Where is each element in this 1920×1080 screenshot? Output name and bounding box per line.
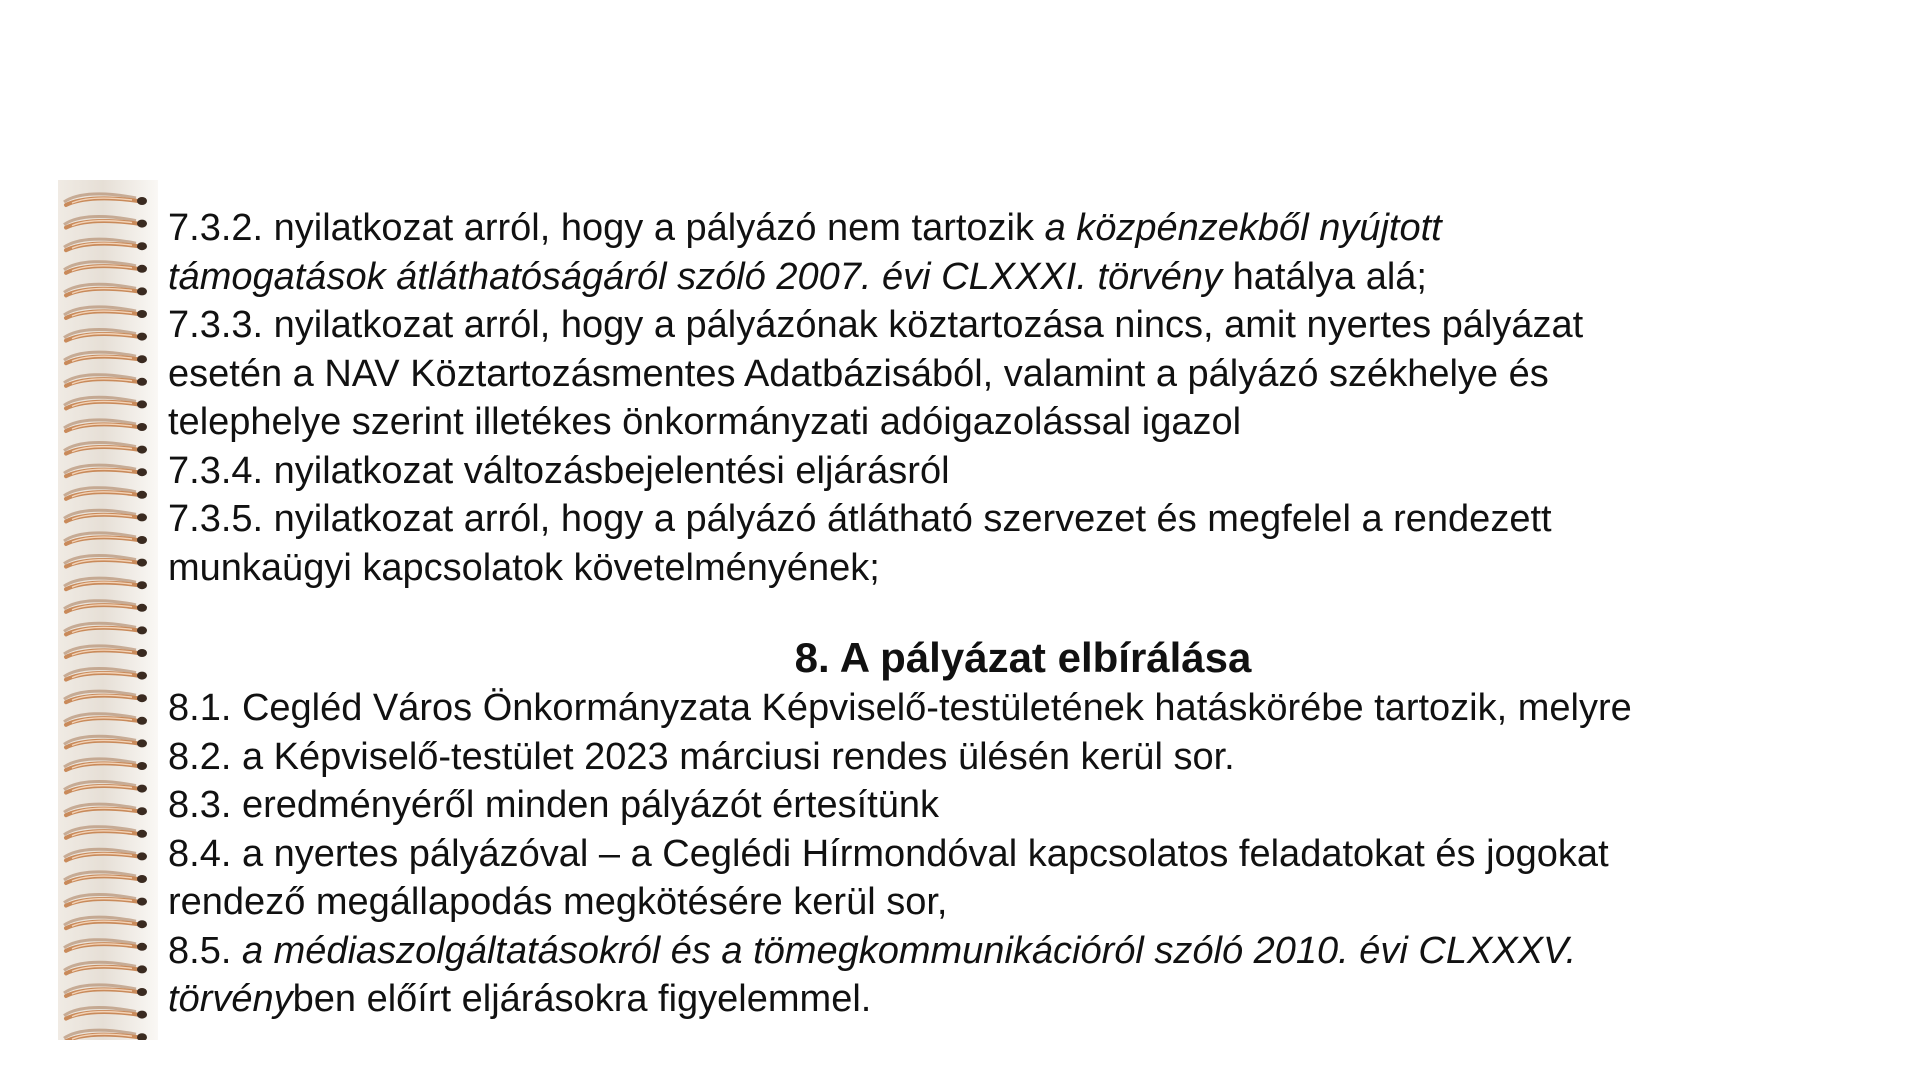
item-8-4-line-2: rendező megállapodás megkötésére kerül sor, [168, 881, 948, 923]
spiral-ring-icon [64, 352, 147, 363]
item-8-5-law-title-part-1: a médiaszolgáltatásokról és a tömegkommunikációról szóló 2010. évi CLXXXV. [241, 929, 1577, 972]
spiral-ring-icon [64, 330, 147, 341]
item-8-5-line-2 [168, 975, 1878, 1024]
item-7-3-3-line-1: 7.3.3. nyilatkozat arról, hogy a pályázónak köztartozása nincs, amit nyertes pályázat [168, 304, 1584, 346]
spiral-ring-icon [64, 669, 147, 680]
spiral-ring-icon [64, 217, 147, 228]
item-8-4-line-1: 8.4. a nyertes pályázóval – a Ceglédi Hírmondóval kapcsolatos feladatokat és jogokat [168, 832, 1609, 875]
spiral-ring-icon [64, 284, 147, 295]
spiral-ring-icon [64, 895, 147, 906]
item-8-5-line-1 [168, 927, 1878, 976]
spiral-ring-icon [64, 239, 147, 250]
spiral-binding-icon [58, 180, 158, 1040]
item-8-5-number: 8.5. [168, 929, 242, 972]
spiral-ring-icon [64, 1030, 147, 1040]
spiral-ring-icon [64, 691, 147, 702]
item-7-3-2-ending: hatálya alá; [1222, 255, 1427, 298]
section-gap [168, 592, 1878, 632]
item-7-3-4: 7.3.4. nyilatkozat változásbejelentési eljárásról [168, 449, 950, 492]
spiral-ring-icon [64, 443, 147, 454]
item-7-3-3-line-3: telephelye szerint illetékes önkormányzati adóigazolással igazol [168, 401, 1242, 443]
document-body [168, 204, 1878, 1024]
spiral-ring-icon [64, 262, 147, 273]
item-8-5-ending: ben előírt eljárásokra figyelemmel. [292, 978, 872, 1020]
item-8-3: 8.3. eredményéről minden pályázót értesítünk [168, 784, 939, 826]
spiral-ring-icon [64, 533, 147, 544]
section-8-heading: 8. A pályázat elbírálása [794, 634, 1252, 681]
spiral-ring-icon [64, 849, 147, 860]
item-7-3-2-text: 7.3.2. nyilatkozat arról, hogy a pályázó nem tartozik [168, 207, 1045, 249]
item-7-3-5-line-2: munkaügyi kapcsolatok követelményének; [168, 546, 880, 589]
spiral-ring-icon [64, 962, 147, 973]
spiral-ring-icon [64, 397, 147, 408]
spiral-ring-icon [64, 782, 147, 793]
item-8-2: 8.2. a Képviselő-testület 2023 márciusi rendes ülésén kerül sor. [168, 735, 1235, 778]
spiral-ring-icon [64, 556, 147, 567]
spiral-ring-icon [64, 1008, 147, 1019]
spiral-ring-icon [64, 623, 147, 634]
spiral-ring-icon [64, 804, 147, 815]
spiral-ring-icon [64, 917, 147, 928]
spiral-ring-icon [64, 194, 147, 205]
item-7-3-2-line-1 [168, 204, 1878, 253]
spiral-ring-icon [64, 510, 147, 521]
spiral-ring-icon [64, 646, 147, 657]
item-8-1: 8.1. Cegléd Város Önkormányzata Képviselő-testületének hatáskörébe tartozik, melyre [168, 687, 1632, 729]
item-7-3-5-line-1: 7.3.5. nyilatkozat arról, hogy a pályázó átlátható szervezet és megfelel a rendezett [168, 498, 1552, 540]
spiral-ring-icon [64, 375, 147, 386]
item-7-3-2-law-title-part-2: támogatások átláthatóságáról szóló 2007. évi CLXXXI. törvény [168, 255, 1223, 298]
spiral-ring-icon [64, 714, 147, 725]
item-7-3-2-line-2 [168, 253, 1878, 302]
spiral-ring-icon [64, 578, 147, 589]
item-7-3-3-line-2: esetén a NAV Köztartozásmentes Adatbázisából, valamint a pályázó székhelye és [168, 352, 1549, 395]
spiral-ring-icon [64, 307, 147, 318]
item-7-3-2-law-title-part-1: a közpénzekből nyújtott [1044, 207, 1442, 249]
spiral-ring-icon [64, 420, 147, 431]
spiral-ring-icon [64, 601, 147, 612]
spiral-ring-icon [64, 759, 147, 770]
spiral-ring-icon [64, 940, 147, 951]
spiral-ring-icon [64, 985, 147, 996]
spiral-ring-icon [64, 736, 147, 747]
spiral-ring-icon [64, 827, 147, 838]
item-8-5-law-title-part-2: törvény [168, 978, 293, 1020]
spiral-ring-icon [64, 872, 147, 883]
spiral-ring-icon [64, 465, 147, 476]
spiral-ring-icon [64, 488, 147, 499]
